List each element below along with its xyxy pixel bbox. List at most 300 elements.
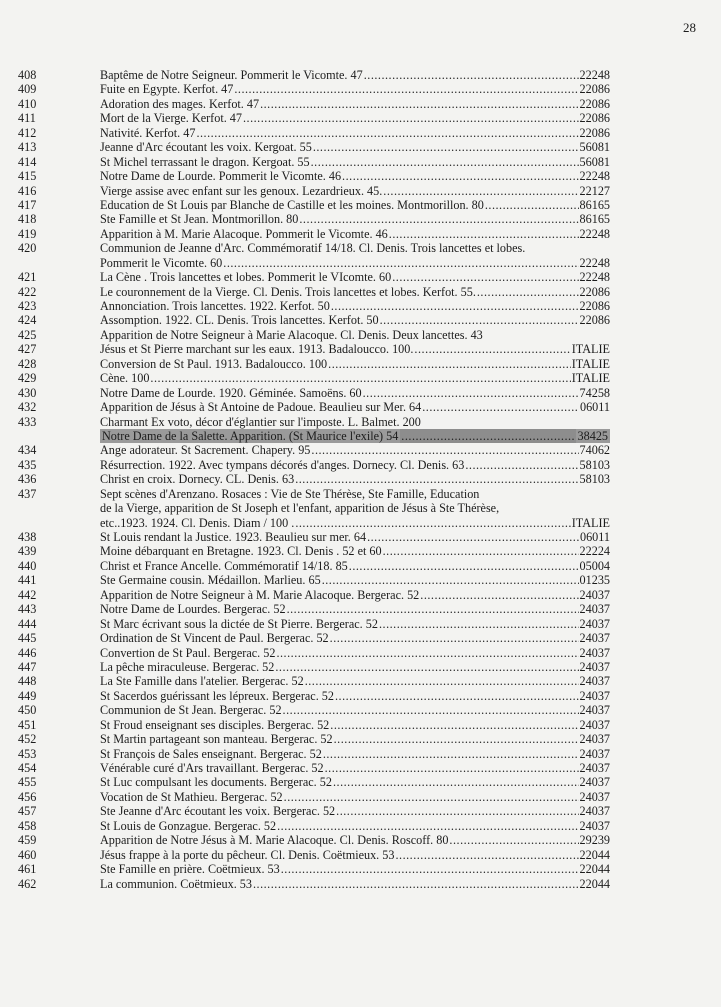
entry-number: 410 <box>18 96 37 111</box>
entry-description: Notre Dame de Lourde. 1920. Géminée. Samoëns. 60 <box>100 385 362 400</box>
entry-description: Notre Dame de la Salette. Apparition. (St Maurice l'exile) 54 <box>102 428 399 443</box>
list-item <box>0 212 721 226</box>
entry-code: 24037 <box>579 789 610 804</box>
entry-number <box>18 429 58 443</box>
entry-description-line <box>100 544 610 558</box>
entry-description-line <box>100 126 610 140</box>
entry-description-line <box>100 833 610 847</box>
list-item <box>0 544 721 558</box>
dot-leader <box>330 631 579 645</box>
dot-leader <box>283 703 579 717</box>
entry-number: 429 <box>18 371 37 386</box>
entry-code: 24037 <box>579 631 610 646</box>
entry-code: 24037 <box>579 775 610 790</box>
list-item <box>0 371 721 385</box>
entry-number: 445 <box>18 631 37 646</box>
entry-description-line <box>100 573 610 587</box>
entry-description-line <box>100 111 610 125</box>
dot-leader <box>422 400 579 414</box>
entry-description: Communion de Jeanne d'Arc. Commémoratif 14/18. Cl. Denis. Trois lancettes et lobes. <box>100 241 526 256</box>
list-item <box>0 747 721 761</box>
entry-code: ITALIE <box>571 356 610 371</box>
entry-number: 409 <box>18 82 37 97</box>
dot-leader <box>484 328 609 342</box>
dot-leader <box>196 126 578 140</box>
entry-number: 447 <box>18 659 37 674</box>
entry-description: Vierge assise avec enfant sur les genoux. Lezardrieux. 45. <box>100 183 383 198</box>
entry-description: Apparition de Notre Seigneur à Marie Alacoque. Cl. Denis. Deux lancettes. 43 <box>100 327 483 342</box>
dot-leader <box>485 198 579 212</box>
entry-number: 438 <box>18 530 37 544</box>
entry-number: 408 <box>18 68 37 82</box>
entry-number: 448 <box>18 674 37 689</box>
entry-description-line <box>100 559 610 573</box>
entry-description-line <box>100 82 610 96</box>
entry-description: Christ et France Ancelle. Commémoratif 14/18. 85 <box>100 558 348 573</box>
entry-description-line <box>100 198 610 212</box>
entry-number: 434 <box>18 443 37 458</box>
entry-code: 58103 <box>579 457 610 472</box>
entry-number: 458 <box>18 818 37 833</box>
list-item <box>0 775 721 789</box>
entry-code: 22248 <box>579 68 610 82</box>
entry-code: 22248 <box>579 270 610 285</box>
dot-leader <box>422 415 609 429</box>
entry-number: 450 <box>18 703 37 718</box>
entry-code: 24037 <box>579 703 610 718</box>
list-item <box>0 313 721 327</box>
entry-number: 460 <box>18 847 37 862</box>
entry-number: 455 <box>18 775 37 790</box>
entry-number: 416 <box>18 183 37 198</box>
entry-code: 24037 <box>579 659 610 674</box>
entry-description-line <box>100 328 610 342</box>
list-item <box>0 111 721 125</box>
entry-code: 22044 <box>579 862 610 877</box>
entry-description: Ste Jeanne d'Arc écoutant les voix. Bergerac. 52 <box>100 804 336 819</box>
entry-code: 06011 <box>579 530 610 544</box>
entry-code: 22127 <box>579 183 610 198</box>
entry-code: 86165 <box>579 212 610 227</box>
entry-description-line <box>100 97 610 111</box>
entry-description-line <box>100 386 610 400</box>
entry-description: Sept scènes d'Arenzano. Rosaces : Vie de Ste Thérèse, Ste Famille, Education <box>100 486 480 501</box>
entry-code: 22248 <box>579 255 610 270</box>
entry-description-line <box>100 140 610 154</box>
entry-code: 38425 <box>577 428 608 443</box>
list-item <box>0 472 721 486</box>
dot-leader <box>363 386 579 400</box>
entry-code: 24037 <box>579 717 610 732</box>
list-item <box>0 328 721 342</box>
entry-code: 74062 <box>579 443 610 458</box>
entry-description: Christ en croix. Dornecy. CL. Denis. 63 <box>100 472 295 487</box>
entry-description: St Marc écrivant sous la dictée de St Pierre. Bergerac. 52 <box>100 616 378 631</box>
entry-number: 451 <box>18 717 37 732</box>
list-item <box>0 819 721 833</box>
entry-description-line <box>100 415 610 429</box>
dot-leader <box>295 516 570 530</box>
entry-description-line <box>100 631 610 645</box>
list-item <box>0 443 721 457</box>
entry-description: St Michel terrassant le dragon. Kergoat. 55 <box>100 154 310 169</box>
entry-description: Résurrection. 1922. Avec tympans décorés d'anges. Dornecy. Cl. Denis. 63 <box>100 457 465 472</box>
entry-description-line <box>100 371 610 385</box>
entry-code: 22086 <box>579 96 610 111</box>
dot-leader <box>342 169 578 183</box>
entry-number: 420 <box>18 241 37 256</box>
dot-leader <box>477 285 579 299</box>
entry-description: Mort de la Vierge. Kerfot. 47 <box>100 111 242 126</box>
list-item <box>0 617 721 631</box>
list-item <box>0 602 721 616</box>
entry-code: 58103 <box>579 472 610 487</box>
entry-description: Ste Famille en prière. Coëtmieux. 53 <box>100 862 280 877</box>
list-item <box>0 126 721 140</box>
entry-description-line <box>100 732 610 746</box>
entry-code: 24037 <box>579 587 610 602</box>
dot-leader <box>500 501 609 515</box>
entry-description: La communion. Coëtmieux. 53 <box>100 876 252 891</box>
entry-description: Nativité. Kerfot. 47 <box>100 125 196 140</box>
list-item <box>0 674 721 688</box>
entry-number: 422 <box>18 284 37 299</box>
entry-number: 413 <box>18 140 37 155</box>
entry-number: 461 <box>18 862 37 877</box>
entry-description: Moine débarquant en Bretagne. 1923. Cl. Denis . 52 et 60 <box>100 544 382 559</box>
entry-code: 74258 <box>579 385 610 400</box>
list-item <box>0 342 721 356</box>
list-item <box>0 155 721 169</box>
entry-description: Cène. 100 <box>100 371 150 386</box>
entry-description-line <box>100 241 610 255</box>
list-item <box>0 227 721 241</box>
entry-number: 437 <box>18 486 37 501</box>
entry-code: 29239 <box>579 833 610 848</box>
list-item <box>0 833 721 847</box>
list-item <box>0 689 721 703</box>
entry-description: Convertion de St Paul. Bergerac. 52 <box>100 645 276 660</box>
entry-number: 440 <box>18 558 37 573</box>
list-item <box>0 386 721 400</box>
list-item <box>0 256 721 270</box>
entry-description-line <box>100 299 610 313</box>
list-item <box>0 559 721 573</box>
dot-leader <box>299 212 578 226</box>
entry-description-line <box>100 357 610 371</box>
entry-code: 22086 <box>579 111 610 126</box>
list-item <box>0 516 721 530</box>
entry-description: Adoration des mages. Kerfot. 47 <box>100 96 260 111</box>
dot-leader <box>395 848 578 862</box>
list-item <box>0 415 721 429</box>
entry-number: 453 <box>18 746 37 761</box>
entry-number: 449 <box>18 688 37 703</box>
dot-leader <box>383 544 579 558</box>
list-item <box>0 169 721 183</box>
entry-code: 22248 <box>579 169 610 184</box>
dot-leader <box>313 140 579 154</box>
entry-description: Jeanne d'Arc écoutant les voix. Kergoat. 55 <box>100 140 312 155</box>
entry-code: 22044 <box>579 876 610 891</box>
entry-number: 423 <box>18 299 37 313</box>
entry-description: Jésus frappe à la porte du pêcheur. Cl. Denis. Coëtmieux. 53 <box>100 847 395 862</box>
entry-description: Education de St Louis par Blanche de Castille et les moines. Montmorillon. 80 <box>100 197 484 212</box>
entry-description-line <box>100 400 610 414</box>
entry-code: 56081 <box>579 154 610 169</box>
list-item <box>0 458 721 472</box>
entry-number: 430 <box>18 385 37 400</box>
entry-code: 06011 <box>579 400 610 415</box>
entry-code: 24037 <box>579 645 610 660</box>
list-item <box>0 877 721 891</box>
dot-leader <box>379 617 579 631</box>
dot-leader <box>330 718 578 732</box>
entry-description: de la Vierge, apparition de St Joseph et l'enfant, apparition de Jésus à Ste Thérèse, <box>100 501 500 516</box>
dot-leader <box>414 342 570 356</box>
entry-description: Assomption. 1922. CL. Denis. Trois lancettes. Kerfot. 50 <box>100 313 379 328</box>
entry-description: La pêche miraculeuse. Bergerac. 52 <box>100 659 275 674</box>
list-item <box>0 588 721 602</box>
list-item <box>0 703 721 717</box>
list-item <box>0 790 721 804</box>
entry-number: 418 <box>18 212 37 227</box>
list-item <box>0 97 721 111</box>
entry-description: Annonciation. Trois lancettes. 1922. Kerfot. 50 <box>100 299 330 313</box>
entry-description: St Froud enseignant ses disciples. Bergerac. 52 <box>100 717 330 732</box>
dot-leader <box>276 646 578 660</box>
entry-number: 441 <box>18 573 37 588</box>
list-item <box>0 573 721 587</box>
entry-description-line <box>100 848 610 862</box>
entry-description-line <box>100 458 610 472</box>
entry-description: Ange adorateur. St Sacrement. Chapery. 95 <box>100 443 311 458</box>
entry-code: 86165 <box>579 197 610 212</box>
list-item <box>0 761 721 775</box>
entry-description: Le couronnement de la Vierge. Cl. Denis. Trois lancettes et lobes. Kerfot. 55. <box>100 284 476 299</box>
dot-leader <box>333 775 579 789</box>
dot-leader <box>150 371 570 385</box>
entry-code: 24037 <box>579 804 610 819</box>
entry-description: La Ste Famille dans l'atelier. Bergerac. 52 <box>100 674 304 689</box>
list-item <box>0 732 721 746</box>
entry-code: ITALIE <box>571 371 610 386</box>
dot-leader <box>335 689 579 703</box>
entry-number: 415 <box>18 169 37 184</box>
entry-description-line <box>100 443 610 457</box>
entry-description-line <box>100 703 610 717</box>
entry-code: 24037 <box>579 761 610 775</box>
entry-code: ITALIE <box>571 515 610 530</box>
list-item <box>0 68 721 82</box>
entry-number: 432 <box>18 400 37 415</box>
dot-leader <box>277 819 578 833</box>
entry-code: 24037 <box>579 616 610 631</box>
entry-number <box>18 516 58 530</box>
list-item <box>0 140 721 154</box>
entry-description-line <box>100 155 610 169</box>
list-item <box>0 862 721 876</box>
entry-description: Ste Famille et St Jean. Montmorillon. 80 <box>100 212 299 227</box>
list-item <box>0 357 721 371</box>
entry-number: 457 <box>18 804 37 819</box>
entry-description-line <box>100 68 610 82</box>
list-item <box>0 184 721 198</box>
entry-code: 24037 <box>579 818 610 833</box>
entry-number: 425 <box>18 327 37 342</box>
list-item <box>0 400 721 414</box>
dot-leader <box>331 299 579 313</box>
entry-description: Notre Dame de Lourde. Pommerit le Vicomte. 46 <box>100 169 342 184</box>
entry-number: 417 <box>18 197 37 212</box>
entry-number <box>18 256 58 270</box>
dot-leader <box>367 530 579 544</box>
entry-number: 421 <box>18 270 37 285</box>
entry-code: 24037 <box>579 746 610 761</box>
dot-leader <box>325 761 579 775</box>
dot-leader <box>349 559 579 573</box>
entry-description-line <box>100 588 610 602</box>
entry-description: Vénérable curé d'Ars travaillant. Bergerac. 52 <box>100 761 324 775</box>
entry-description-line <box>100 429 610 443</box>
dot-leader <box>311 443 578 457</box>
list-item <box>0 530 721 544</box>
dot-leader <box>305 674 579 688</box>
entry-description: etc..1923. 1924. Cl. Denis. Diam / 100 . <box>100 515 295 530</box>
entry-code: 22086 <box>579 82 610 97</box>
entry-number: 462 <box>18 876 37 891</box>
entry-code: 24037 <box>579 674 610 689</box>
list-item <box>0 198 721 212</box>
entry-description: Pommerit le Vicomte. 60 <box>100 255 223 270</box>
entry-description-line <box>100 270 610 284</box>
entry-description-line <box>100 862 610 876</box>
list-item <box>0 241 721 255</box>
entry-number: 433 <box>18 414 37 429</box>
entry-description-line <box>100 761 610 775</box>
dot-leader <box>383 184 578 198</box>
entry-code: 22224 <box>579 544 610 559</box>
entry-description: St Louis de Gonzague. Bergerac. 52 <box>100 818 277 833</box>
entry-number: 459 <box>18 833 37 848</box>
entry-description-line <box>100 487 610 501</box>
entry-description: Vocation de St Mathieu. Bergerac. 52 <box>100 789 283 804</box>
dot-leader <box>260 97 578 111</box>
entry-description-line <box>100 877 610 891</box>
dot-leader <box>275 660 578 674</box>
list-item <box>0 848 721 862</box>
entry-number: 428 <box>18 356 37 371</box>
entry-description-line <box>100 602 610 616</box>
entry-number: 444 <box>18 616 37 631</box>
entry-description: Ordination de St Vincent de Paul. Bergerac. 52 <box>100 631 329 646</box>
entry-description-line <box>100 184 610 198</box>
dot-leader <box>311 155 579 169</box>
dot-leader <box>380 313 579 327</box>
entry-code: 22086 <box>579 284 610 299</box>
list-item <box>0 487 721 501</box>
entry-number: 442 <box>18 587 37 602</box>
entry-number: 443 <box>18 602 37 617</box>
list-item <box>0 501 721 515</box>
entry-description-line <box>100 169 610 183</box>
entry-description-line <box>100 674 610 688</box>
entry-number: 412 <box>18 125 37 140</box>
entry-description-line <box>100 285 610 299</box>
entry-number: 427 <box>18 342 37 357</box>
dot-leader <box>243 111 579 125</box>
entry-code: 24037 <box>579 688 610 703</box>
list-item <box>0 660 721 674</box>
entry-description: St François de Sales enseignant. Bergerac. 52 <box>100 746 322 761</box>
entry-number: 435 <box>18 457 37 472</box>
dot-leader <box>401 429 574 443</box>
entry-description-line <box>100 747 610 761</box>
dot-leader <box>323 747 579 761</box>
entry-code: 22086 <box>579 299 610 313</box>
entry-description-line <box>100 501 610 515</box>
dot-leader <box>253 877 579 891</box>
list-item <box>0 718 721 732</box>
entry-number: 454 <box>18 761 37 775</box>
list-item <box>0 82 721 96</box>
entry-description-line <box>100 530 610 544</box>
entry-description: Apparition de Jésus à St Antoine de Padoue. Beaulieu sur Mer. 64 <box>100 400 422 415</box>
entry-description: Apparition de Notre Seigneur à M. Marie Alacoque. Bergerac. 52 <box>100 587 420 602</box>
entry-description-line <box>100 256 610 270</box>
entry-code: 01235 <box>579 573 610 588</box>
entry-description-line <box>100 775 610 789</box>
entry-description: Apparition de Notre Jésus à M. Marie Alacoque. Cl. Denis. Roscoff. 80 <box>100 833 449 848</box>
entry-description-line <box>100 646 610 660</box>
dot-leader <box>328 357 571 371</box>
entry-description-line <box>100 617 610 631</box>
entry-description-line <box>100 313 610 327</box>
entry-description-line <box>100 718 610 732</box>
entry-code: 22086 <box>579 313 610 328</box>
entry-number: 446 <box>18 645 37 660</box>
entry-code: 22086 <box>579 125 610 140</box>
dot-leader <box>465 458 578 472</box>
dot-leader <box>223 256 578 270</box>
dot-leader <box>392 270 578 284</box>
entry-code: 22248 <box>579 226 610 241</box>
dot-leader <box>234 82 578 96</box>
dot-leader <box>364 68 579 82</box>
entry-description: Baptême de Notre Seigneur. Pommerit le Vicomte. 47 <box>100 68 363 82</box>
entry-number: 414 <box>18 154 37 169</box>
dot-leader <box>449 833 578 847</box>
entry-number: 424 <box>18 313 37 328</box>
dot-leader <box>284 790 579 804</box>
entry-description: St Martin partageant son manteau. Bergerac. 52 <box>100 732 333 747</box>
dot-leader <box>281 862 579 876</box>
entry-description-line <box>100 212 610 226</box>
page-number: 28 <box>683 20 696 35</box>
entry-description-line <box>100 660 610 674</box>
entry-code: 24037 <box>579 732 610 747</box>
entry-description-line <box>100 227 610 241</box>
dot-leader <box>295 472 578 486</box>
entry-number: 419 <box>18 226 37 241</box>
entry-number: 411 <box>18 111 36 126</box>
entry-code: 24037 <box>579 602 610 617</box>
dot-leader <box>420 588 578 602</box>
entry-description-line <box>100 472 610 486</box>
entry-code: 05004 <box>579 558 610 573</box>
entry-description: La Cène . Trois lancettes et lobes. Pommerit le VIcomte. 60 <box>100 270 392 285</box>
entry-description-line <box>100 804 610 818</box>
